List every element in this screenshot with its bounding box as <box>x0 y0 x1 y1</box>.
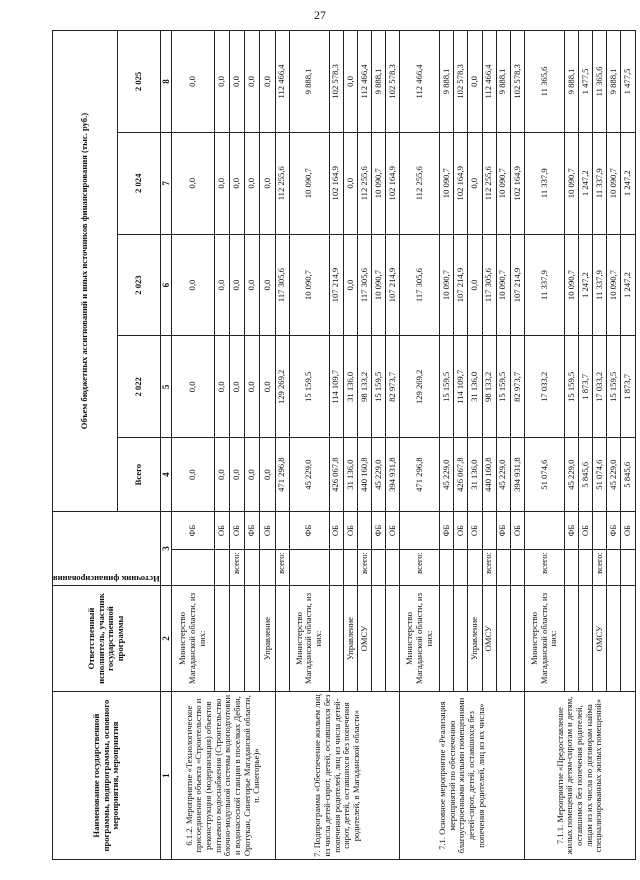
row-label <box>468 550 482 586</box>
source-cell: ФБ <box>496 512 510 550</box>
value-cell: 117 305,6 <box>482 234 496 336</box>
value-cell: 1 247,2 <box>621 132 635 234</box>
value-cell: 31 136,0 <box>468 438 482 512</box>
source-cell: ОБ <box>468 512 482 550</box>
table-row <box>525 31 565 860</box>
row-label <box>289 550 329 586</box>
value-cell: 0,0 <box>229 438 244 512</box>
value-cell: 0,0 <box>171 234 214 336</box>
value-cell: 15 159,5 <box>496 336 510 438</box>
source-cell: ОБ <box>260 512 275 550</box>
source-cell: ОБ <box>510 512 524 550</box>
source-cell <box>275 512 289 550</box>
table-row <box>171 31 214 860</box>
row-label: всего: <box>357 550 371 586</box>
source-cell: ОБ <box>343 512 357 550</box>
row-label: всего: <box>229 550 244 586</box>
header-executor: Ответственный исполнитель, участник государственной программы <box>53 585 161 691</box>
executor-cell <box>496 585 510 691</box>
value-cell: 10 090,7 <box>496 234 510 336</box>
executor-cell <box>607 585 621 691</box>
funding-table <box>52 30 636 860</box>
value-cell: 45 229,0 <box>289 438 329 512</box>
source-cell: ФБ <box>245 512 260 550</box>
value-cell: 0,0 <box>229 336 244 438</box>
value-cell: 82 973,7 <box>510 336 524 438</box>
value-cell: 1 247,2 <box>578 132 592 234</box>
value-cell: 5 845,6 <box>578 438 592 512</box>
executor-cell: Министерство Магаданской области, из них: <box>171 585 214 691</box>
value-cell: 394 931,8 <box>510 438 524 512</box>
value-cell: 0,0 <box>214 31 229 133</box>
value-cell: 10 090,7 <box>372 234 386 336</box>
row-label <box>454 550 468 586</box>
value-cell: 31 136,0 <box>468 336 482 438</box>
value-cell: 15 159,5 <box>607 336 621 438</box>
row-label <box>496 550 510 586</box>
executor-cell <box>214 585 229 691</box>
value-cell: 107 214,9 <box>510 234 524 336</box>
value-cell: 15 159,5 <box>564 336 578 438</box>
column-number: 3 <box>160 512 171 586</box>
value-cell: 107 214,9 <box>454 234 468 336</box>
value-cell: 0,0 <box>245 234 260 336</box>
value-cell: 0,0 <box>260 234 275 336</box>
value-cell: 107 214,9 <box>329 234 343 336</box>
value-cell: 31 136,0 <box>343 438 357 512</box>
header-funding: Объем бюджетных ассигнований и иных источников финансирования (тыс. руб.) <box>53 31 118 512</box>
value-cell: 0,0 <box>229 132 244 234</box>
value-cell: 9 888,1 <box>440 31 454 133</box>
source-cell: ФБ <box>564 512 578 550</box>
row-label <box>386 550 400 586</box>
value-cell: 129 269,2 <box>275 336 289 438</box>
executor-cell <box>578 585 592 691</box>
value-cell: 11 337,9 <box>593 132 607 234</box>
value-cell: 1 247,2 <box>621 234 635 336</box>
executor-cell <box>440 585 454 691</box>
source-cell: ФБ <box>607 512 621 550</box>
value-cell: 102 164,9 <box>329 132 343 234</box>
value-cell: 1 873,7 <box>578 336 592 438</box>
value-cell: 10 090,7 <box>496 132 510 234</box>
executor-cell: Управление <box>343 585 357 691</box>
row-label <box>440 550 454 586</box>
executor-cell: Управление <box>260 585 275 691</box>
executor-cell: ОМСУ <box>482 585 496 691</box>
value-cell: 426 067,8 <box>454 438 468 512</box>
page-number: 27 <box>314 8 326 22</box>
header-source-cell <box>53 512 161 586</box>
value-cell: 51 074,6 <box>525 438 565 512</box>
value-cell: 114 109,7 <box>454 336 468 438</box>
value-cell: 471 296,8 <box>275 438 289 512</box>
rotated-table-wrapper <box>52 30 633 860</box>
value-cell: 112 466,4 <box>275 31 289 133</box>
value-cell: 17 033,2 <box>525 336 565 438</box>
measure-name: 7. Подпрограмма «Обеспечение жильем лиц из числа детей-сирот, детей, оставшихся без попечения родителей, лиц из числа детей-сирот, детей, оставшихся без попечения родителей, в Магаданской области» <box>275 692 400 860</box>
value-cell: 0,0 <box>260 438 275 512</box>
value-cell: 114 109,7 <box>329 336 343 438</box>
source-cell: ОБ <box>386 512 400 550</box>
value-cell: 10 090,7 <box>607 234 621 336</box>
row-label: всего: <box>525 550 565 586</box>
value-cell: 9 888,1 <box>607 31 621 133</box>
value-cell: 10 090,7 <box>440 234 454 336</box>
source-cell: ОБ <box>454 512 468 550</box>
header-source: Источник финансирования <box>53 573 160 584</box>
column-number: 4 <box>160 438 171 512</box>
value-cell: 102 578,3 <box>386 31 400 133</box>
header-year: 2 022 <box>118 336 160 438</box>
value-cell: 0,0 <box>468 234 482 336</box>
value-cell: 11 337,9 <box>525 234 565 336</box>
value-cell: 0,0 <box>245 438 260 512</box>
executor-cell: ОМСУ <box>593 585 607 691</box>
value-cell: 112 466,4 <box>482 31 496 133</box>
value-cell: 0,0 <box>171 438 214 512</box>
value-cell: 112 255,6 <box>482 132 496 234</box>
source-cell: ФБ <box>372 512 386 550</box>
value-cell: 0,0 <box>229 31 244 133</box>
value-cell: 112 255,6 <box>275 132 289 234</box>
value-cell: 0,0 <box>245 31 260 133</box>
header-year: 2 023 <box>118 234 160 336</box>
executor-cell: Управление <box>468 585 482 691</box>
source-cell <box>400 512 440 550</box>
source-cell: ОБ <box>214 512 229 550</box>
source-cell <box>593 512 607 550</box>
value-cell: 102 164,9 <box>510 132 524 234</box>
row-label <box>245 550 260 586</box>
executor-cell <box>372 585 386 691</box>
value-cell: 117 305,6 <box>357 234 371 336</box>
value-cell: 10 090,7 <box>372 132 386 234</box>
value-cell: 1 477,5 <box>621 31 635 133</box>
executor-cell <box>245 585 260 691</box>
table-body <box>171 31 635 860</box>
column-number: 7 <box>160 132 171 234</box>
value-cell: 17 033,2 <box>593 336 607 438</box>
value-cell: 112 466,4 <box>400 31 440 133</box>
value-cell: 51 074,6 <box>593 438 607 512</box>
value-cell: 1 247,2 <box>578 234 592 336</box>
value-cell: 98 133,2 <box>482 336 496 438</box>
executor-cell <box>386 585 400 691</box>
row-label <box>214 550 229 586</box>
column-number: 2 <box>160 585 171 691</box>
source-cell: ОБ <box>621 512 635 550</box>
value-cell: 5 845,6 <box>621 438 635 512</box>
value-cell: 0,0 <box>171 132 214 234</box>
value-cell: 0,0 <box>214 132 229 234</box>
value-cell: 15 159,5 <box>372 336 386 438</box>
value-cell: 11 337,9 <box>593 234 607 336</box>
row-label <box>329 550 343 586</box>
value-cell: 426 067,8 <box>329 438 343 512</box>
source-cell: ОБ <box>329 512 343 550</box>
value-cell: 0,0 <box>343 31 357 133</box>
source-cell: ФБ <box>171 512 214 550</box>
value-cell: 0,0 <box>468 31 482 133</box>
value-cell: 0,0 <box>171 31 214 133</box>
source-cell: ФБ <box>289 512 329 550</box>
value-cell: 0,0 <box>260 336 275 438</box>
row-label: всего: <box>275 550 289 586</box>
value-cell: 10 090,7 <box>289 132 329 234</box>
row-label <box>607 550 621 586</box>
value-cell: 15 159,5 <box>289 336 329 438</box>
value-cell: 31 136,0 <box>343 336 357 438</box>
value-cell: 45 229,0 <box>440 438 454 512</box>
value-cell: 0,0 <box>468 132 482 234</box>
value-cell: 112 466,4 <box>357 31 371 133</box>
value-cell: 117 305,6 <box>275 234 289 336</box>
row-label <box>171 550 214 586</box>
executor-cell: ОМСУ <box>357 585 371 691</box>
row-label: всего: <box>400 550 440 586</box>
value-cell: 440 160,8 <box>482 438 496 512</box>
value-cell: 11 365,6 <box>525 31 565 133</box>
value-cell: 11 337,9 <box>525 132 565 234</box>
value-cell: 0,0 <box>171 336 214 438</box>
value-cell: 102 164,9 <box>386 132 400 234</box>
source-cell <box>357 512 371 550</box>
measure-name: 6.1.2. Мероприятие «Технологическое присоединение объекта «Строительство и реконструкция (модернизация) объектов питьевого водоснабжения (Строительство блочно-модульной системы водоподготовки и водонасосной станции в поселках Дебин, Оротукан, Синегорье Магаданской области, п. Синегорье)» <box>171 692 275 860</box>
value-cell: 45 229,0 <box>564 438 578 512</box>
value-cell: 1 873,7 <box>621 336 635 438</box>
source-cell <box>525 512 565 550</box>
value-cell: 45 229,0 <box>496 438 510 512</box>
row-label <box>343 550 357 586</box>
value-cell: 0,0 <box>245 132 260 234</box>
row-label <box>564 550 578 586</box>
executor-cell <box>329 585 343 691</box>
measure-name: 7.1. Основное мероприятие «Реализация мероприятий по обеспечению благоустроенными жилыми помещениями детей-сирот, детей, оставшихся без попечения родителей, лиц из их числа» <box>400 692 525 860</box>
value-cell: 10 090,7 <box>564 234 578 336</box>
value-cell: 11 365,6 <box>593 31 607 133</box>
row-label <box>621 550 635 586</box>
value-cell: 102 164,9 <box>454 132 468 234</box>
value-cell: 10 090,7 <box>607 132 621 234</box>
value-cell: 112 255,6 <box>400 132 440 234</box>
source-cell: ФБ <box>440 512 454 550</box>
value-cell: 0,0 <box>260 31 275 133</box>
executor-cell <box>454 585 468 691</box>
value-cell: 440 160,8 <box>357 438 371 512</box>
value-cell: 10 090,7 <box>564 132 578 234</box>
executor-cell: Министерство Магаданской области, из них: <box>289 585 329 691</box>
value-cell: 117 305,6 <box>400 234 440 336</box>
value-cell: 112 255,6 <box>357 132 371 234</box>
header-year: 2 025 <box>118 31 160 133</box>
value-cell: 0,0 <box>214 438 229 512</box>
column-number: 1 <box>160 692 171 860</box>
value-cell: 107 214,9 <box>386 234 400 336</box>
value-cell: 45 229,0 <box>372 438 386 512</box>
header-year: 2 024 <box>118 132 160 234</box>
value-cell: 82 973,7 <box>386 336 400 438</box>
value-cell: 471 296,8 <box>400 438 440 512</box>
value-cell: 0,0 <box>229 234 244 336</box>
value-cell: 0,0 <box>343 234 357 336</box>
value-cell: 15 159,5 <box>440 336 454 438</box>
row-label <box>510 550 524 586</box>
column-number: 8 <box>160 31 171 133</box>
executor-cell: Министерство Магаданской области, из них: <box>400 585 440 691</box>
value-cell: 102 578,3 <box>454 31 468 133</box>
row-label <box>260 550 275 586</box>
value-cell: 9 888,1 <box>372 31 386 133</box>
executor-cell <box>510 585 524 691</box>
value-cell: 129 269,2 <box>400 336 440 438</box>
rotated-page-area <box>52 30 633 860</box>
row-label <box>372 550 386 586</box>
row-label <box>578 550 592 586</box>
value-cell: 98 133,2 <box>357 336 371 438</box>
header-total: Всего <box>118 438 160 512</box>
value-cell: 10 090,7 <box>440 132 454 234</box>
value-cell: 1 477,5 <box>578 31 592 133</box>
value-cell: 0,0 <box>260 132 275 234</box>
measure-name: 7.1.1. Мероприятие «Предоставление жилых помещений детям-сиротам и детям, оставшимся без попечения родителей, лицам из их числа по договорам найма специализированных жилых помещений» <box>525 692 636 860</box>
value-cell: 10 090,7 <box>289 234 329 336</box>
value-cell: 0,0 <box>214 336 229 438</box>
column-number: 6 <box>160 234 171 336</box>
value-cell: 0,0 <box>245 336 260 438</box>
source-cell <box>482 512 496 550</box>
value-cell: 9 888,1 <box>564 31 578 133</box>
column-number: 5 <box>160 336 171 438</box>
value-cell: 0,0 <box>343 132 357 234</box>
row-label: всего: <box>593 550 607 586</box>
executor-cell <box>564 585 578 691</box>
value-cell: 45 229,0 <box>607 438 621 512</box>
value-cell: 394 931,8 <box>386 438 400 512</box>
source-cell: ОБ <box>229 512 244 550</box>
source-cell: ОБ <box>578 512 592 550</box>
value-cell: 0,0 <box>214 234 229 336</box>
value-cell: 102 578,3 <box>329 31 343 133</box>
executor-cell: Министерство Магаданской области, из них: <box>525 585 565 691</box>
value-cell: 102 578,3 <box>510 31 524 133</box>
row-label: всего: <box>482 550 496 586</box>
table-row <box>400 31 440 860</box>
value-cell: 9 888,1 <box>289 31 329 133</box>
executor-cell <box>229 585 244 691</box>
value-cell: 9 888,1 <box>496 31 510 133</box>
executor-cell <box>621 585 635 691</box>
executor-cell <box>275 585 289 691</box>
header-name: Наименование государственной программы, подпрограммы, основного мероприятия, мероприятия <box>53 692 161 860</box>
table-row <box>275 31 289 860</box>
